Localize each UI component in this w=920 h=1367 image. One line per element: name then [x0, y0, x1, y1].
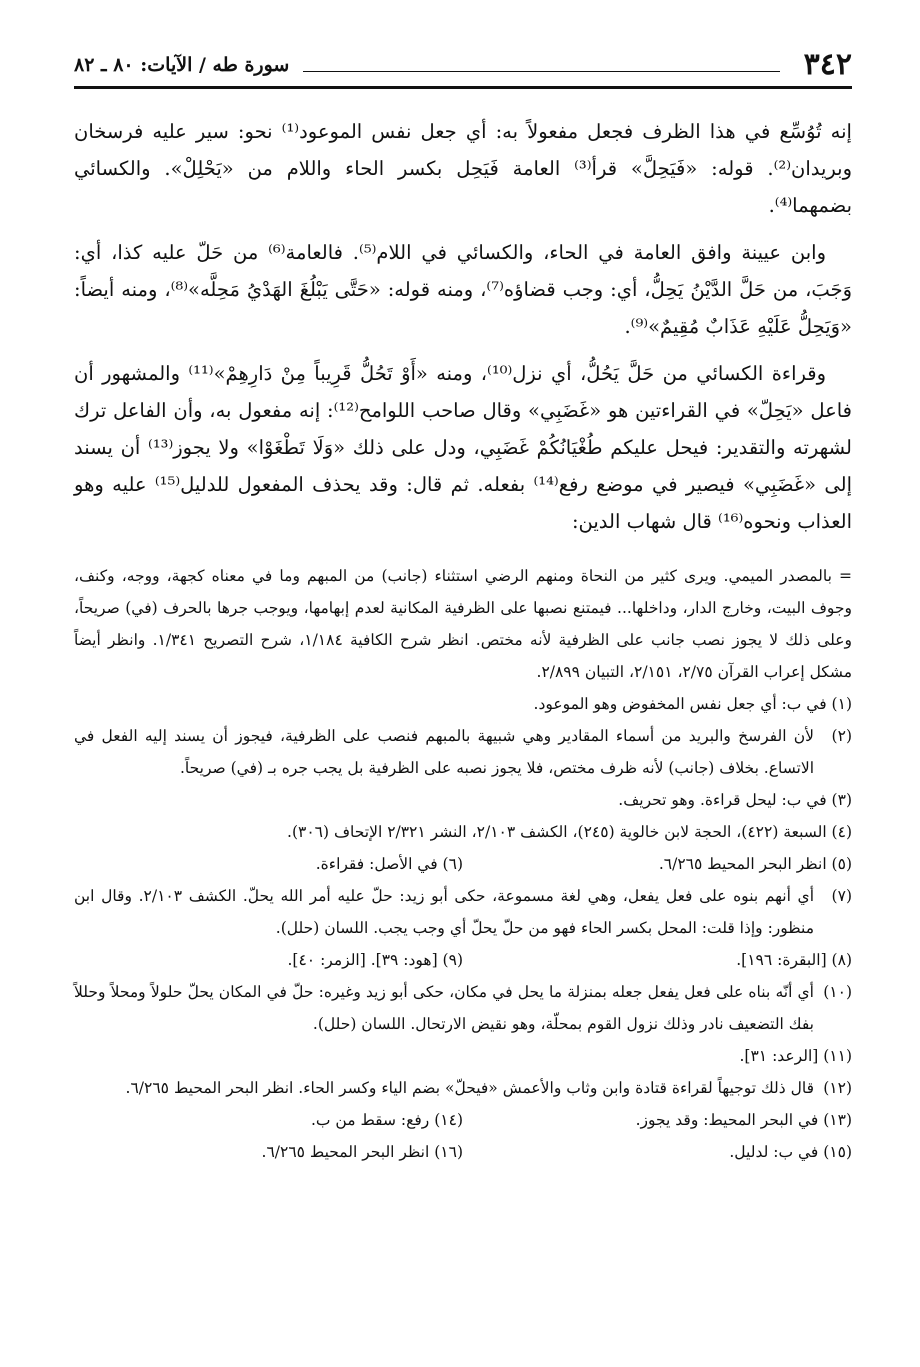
footnote-12-text: قال ذلك توجيهاً لقراءة قتادة وابن وثاب والأعمش «فيحلّ» بضم الياء وكسر الحاء. انظر البحر المحيط ٦/٢٦٥. [125, 1079, 814, 1097]
footnote-row-5-6 [74, 848, 852, 880]
footnote-10-number: (١٠) [823, 983, 852, 1001]
footnote-2 [74, 720, 852, 784]
footnote-10-text: أي أنّه بناه على فعل يفعل جعله بمنزلة ما يحل في مكان، حكى أبو زيد وغيره: حلّ في المكان يحلّ حلولاً ومحلاً وحللاً بفك التضعيف نادر وذلك نزول القوم بمحلّة، وهو نقيض الارتحال. اللسان (حلل). [74, 983, 814, 1033]
footnote-8: (٨) [البقرة: ١٩٦]. [736, 951, 852, 969]
footnote-6: (٦) في الأصل: فقراءة. [315, 855, 463, 873]
footnote-10 [74, 976, 852, 1040]
running-title: سورة طه / الآيات: ٨٠ ـ ٨٢ [74, 54, 290, 76]
footnotes [74, 560, 852, 1168]
footnote-16: (١٦) انظر البحر المحيط ٦/٢٦٥. [261, 1143, 463, 1161]
footnote-row-15-16 [74, 1136, 852, 1168]
footnote-continuation: = بالمصدر الميمي. ويرى كثير من النحاة ومنهم الرضي استثناء (جانب) من المبهم وما في معناه كجهة، ووجه، وكنف، وجوف البيت، وخارج الدار، وداخلها... فيمتنع نصبها على الظرفية المكانية لعدم إبهامها، ويوجب جرها بالحرف (في) صريحاً، وعلى ذلك لا يجوز نصب جانب على الظرفية لأنه مختص. انظر شرح الكافية ١/١٨٤، شرح التصريح ١/٣٤١. وانظر أيضاً مشكل إعراب القرآن ٢/٧٥، ٢/١٥١، التبيان ٢/٨٩٩. [74, 567, 852, 681]
footnote-9: (٩) [هود: ٣٩]. [الزمر: ٤٠]. [287, 951, 463, 969]
footnote-3: (٣) في ب: ليحل قراءة. وهو تحريف. [618, 791, 852, 809]
footnote-1: (١) في ب: أي جعل نفس المخفوض وهو الموعود. [533, 695, 852, 713]
footnote-2-text: لأن الفرسخ والبريد من أسماء المقادير وهي شبيهة بالمبهم فنصب على الظرفية، فيجوز أن يسند إليه الفعل في الاتساع. بخلاف (جانب) لأنه ظرف مختص، فلا يجوز نصبه على الظرفية بل يجب جره بـ (في) صريحاً. [74, 727, 814, 777]
footnote-row-8-9 [74, 944, 852, 976]
header-rule [303, 71, 779, 72]
footnote-5: (٥) انظر البحر المحيط ٦/٢٦٥. [658, 855, 852, 873]
footnote-7 [74, 880, 852, 944]
page-header [74, 44, 852, 89]
footnote-11: (١١) [الرعد: ٣١]. [739, 1047, 852, 1065]
page-number: ٣٤٢ [803, 47, 852, 82]
footnote-12 [74, 1072, 852, 1104]
footnote-15: (١٥) في ب: لدليل. [729, 1143, 852, 1161]
paragraph-2: وابن عيينة وافق العامة في الحاء، والكسائي في اللام⁽⁵⁾. فالعامة⁽⁶⁾ من حَلّ عليه كذا، أي: وَجَبَ، من حَلَّ الدَّيْنُ يَحِلُّ، أي: وجب قضاؤه⁽⁷⁾، ومنه قوله: «حَتَّى يَبْلُغَ الهَدْيُ مَحِلَّه»⁽⁸⁾، ومنه أيضاً: «وَيَحِلُّ عَلَيْهِ عَذَابٌ مُقِيمٌ»⁽⁹⁾. [74, 241, 852, 338]
footnote-12-number: (١٢) [823, 1079, 852, 1097]
footnote-7-number: (٧) [831, 887, 852, 905]
footnote-row-13-14 [74, 1104, 852, 1136]
footnote-13: (١٣) في البحر المحيط: وقد يجوز. [635, 1111, 852, 1129]
page [74, 44, 852, 1168]
paragraph-3: وقراءة الكسائي من حَلَّ يَحُلُّ، أي نزل⁽¹⁰⁾، ومنه «أَوْ تَحُلُّ قَرِيباً مِنْ دَارِهِمْ»⁽¹¹⁾ والمشهور أن فاعل «يَحِلّ» في القراءتين هو «غَضَبِي» وقال صاحب اللوامح⁽¹²⁾: إنه مفعول به، وأن الفاعل ترك لشهرته والتقدير: فيحل عليكم طُغْيَانُكُمْ غَضَبِي، ودل على ذلك «وَلَا تَطْغَوْا» ولا يجوز⁽¹³⁾ أن يسند إلى «غَضَبِي» فيصير في موضع رفع⁽¹⁴⁾ بفعله. ثم قال: وقد يحذف المفعول للدليل⁽¹⁵⁾ عليه وهو العذاب ونحوه⁽¹⁶⁾ قال شهاب الدين: [74, 362, 852, 533]
main-text [74, 113, 852, 540]
footnote-7-text: أي أنهم بنوه على فعل يفعل، وهي لغة مسموعة، حكى أبو زيد: حلّ عليه أمر الله يحلّ. الكشف ٢/١٠٣. وقال ابن منظور: وإذا قلت: المحل بكسر الحاء فهو من حلّ يحلّ أي وجب يجب. اللسان (حلل). [74, 887, 814, 937]
footnote-14: (١٤) رفع: سقط من ب. [310, 1111, 463, 1129]
footnote-4: (٤) السبعة (٤٢٢)، الحجة لابن خالوية (٢٤٥)، الكشف ٢/١٠٣، النشر ٢/٣٢١ الإتحاف (٣٠٦). [287, 823, 852, 841]
footnote-2-number: (٢) [831, 727, 852, 745]
paragraph-1: إنه تُوُسِّع في هذا الظرف فجعل مفعولاً به: أي جعل نفس الموعود⁽¹⁾ نحو: سير عليه فرسخان وبريدان⁽²⁾. قوله: «فَيَحِلَّ» قرأ⁽³⁾ العامة فَيَحِل بكسر الحاء واللام من «يَحْلِلْ». والكسائي بضمهما⁽⁴⁾. [74, 120, 853, 217]
